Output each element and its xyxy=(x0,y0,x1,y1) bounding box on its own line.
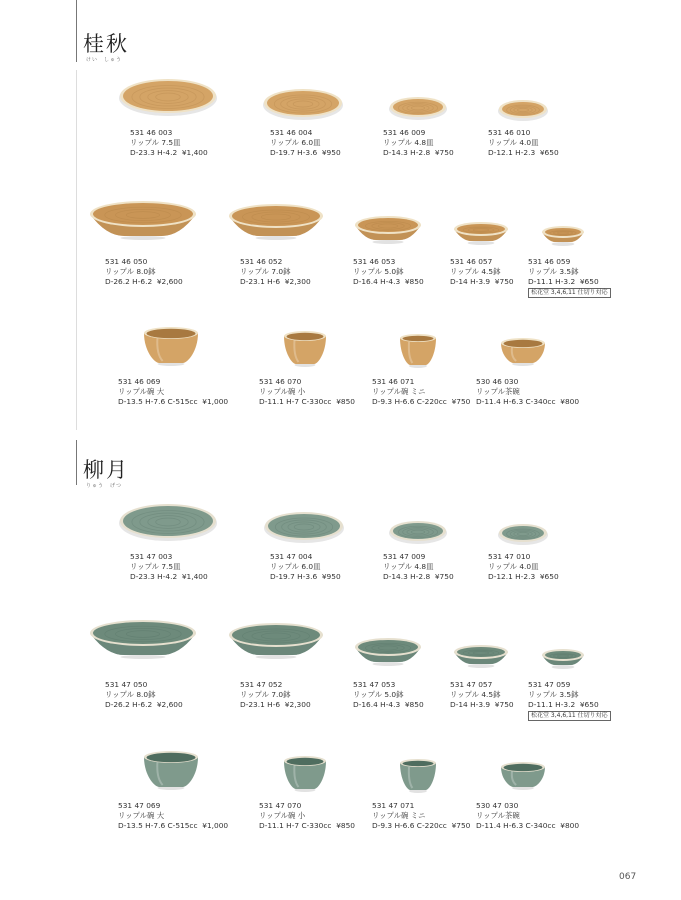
product-caption xyxy=(450,680,514,710)
product-code: 531 46 052 xyxy=(240,257,283,266)
product-dimensions: D-11.1 H-3.2 xyxy=(528,277,576,286)
product-spec-line xyxy=(372,397,470,407)
product-spec-line xyxy=(130,572,208,582)
product-price: ¥850 xyxy=(404,700,424,709)
product-code: 531 47 004 xyxy=(270,552,313,561)
product-code: 531 46 071 xyxy=(372,377,415,386)
product-price: ¥650 xyxy=(539,148,559,157)
product-price: ¥750 xyxy=(494,700,514,709)
product-name: リップル碗 ミニ xyxy=(372,387,426,396)
product-spec-line xyxy=(450,700,514,710)
product-price: ¥2,300 xyxy=(284,277,311,286)
product-code: 531 46 053 xyxy=(353,257,396,266)
product-dimensions: D-14.3 H-2.8 xyxy=(383,572,431,581)
plate-illustration xyxy=(380,515,456,555)
product-spec-line xyxy=(383,572,454,582)
product-price: ¥650 xyxy=(579,277,599,286)
product-code: 531 46 069 xyxy=(118,377,161,386)
product-price: ¥1,000 xyxy=(202,397,229,406)
product-spec-line xyxy=(476,397,579,407)
product-price: ¥950 xyxy=(321,148,341,157)
product-caption xyxy=(118,801,228,831)
product-caption xyxy=(372,801,470,831)
product-spec-line xyxy=(476,821,579,831)
product-price: ¥650 xyxy=(539,572,559,581)
product-dimensions: D-23.3 H-4.2 xyxy=(130,572,178,581)
product-name: リップル 7.5皿 xyxy=(130,562,181,571)
cup-illustration xyxy=(390,328,446,383)
section-title: 柳月 xyxy=(83,458,129,482)
product-dimensions: D-23.3 H-4.2 xyxy=(130,148,178,157)
bowl-illustration xyxy=(80,614,206,682)
product-price: ¥750 xyxy=(434,572,454,581)
product-name: リップル茶碗 xyxy=(476,811,520,820)
product-name: リップル 4.0皿 xyxy=(488,562,539,571)
product-price: ¥2,600 xyxy=(156,277,183,286)
section-title-reading: りゅう げつ xyxy=(86,483,123,489)
compatibility-note: 松花堂 3,4,6,11 仕切り対応 xyxy=(528,711,611,721)
product-caption xyxy=(528,680,611,721)
product-name: リップル 7.0鉢 xyxy=(240,267,291,276)
product-dimensions: D-26.2 H-6.2 xyxy=(105,700,153,709)
bowl-illustration xyxy=(219,198,333,262)
product-spec-line xyxy=(118,397,228,407)
product-caption xyxy=(450,257,514,287)
product-name: リップル 4.5鉢 xyxy=(450,267,501,276)
product-dimensions: D-9.3 H-6.6 C-220cc xyxy=(372,397,447,406)
product-spec-line xyxy=(270,148,341,158)
product-price: ¥750 xyxy=(451,821,471,830)
plate-illustration xyxy=(380,91,456,131)
bowl-illustration xyxy=(444,639,518,685)
product-spec-line xyxy=(259,821,355,831)
product-dimensions: D-14 H-3.9 xyxy=(450,700,491,709)
product-caption xyxy=(259,377,355,407)
product-spec-line xyxy=(528,277,611,287)
cup-illustration xyxy=(274,325,336,383)
product-dimensions: D-16.4 H-4.3 xyxy=(353,277,401,286)
product-code: 531 47 003 xyxy=(130,552,173,561)
product-name: リップル 4.8皿 xyxy=(383,138,434,147)
product-name: リップル 7.5皿 xyxy=(130,138,181,147)
product-code: 531 46 010 xyxy=(488,128,531,137)
product-caption xyxy=(372,377,470,407)
product-caption xyxy=(259,801,355,831)
product-price: ¥2,300 xyxy=(284,700,311,709)
product-code: 531 47 050 xyxy=(105,680,148,689)
product-code: 531 47 057 xyxy=(450,680,493,689)
product-dimensions: D-23.1 H-6 xyxy=(240,700,281,709)
product-price: ¥750 xyxy=(451,397,471,406)
product-name: リップル碗 小 xyxy=(259,811,306,820)
product-code: 531 47 071 xyxy=(372,801,415,810)
product-name: リップル 8.0鉢 xyxy=(105,690,156,699)
product-spec-line xyxy=(488,148,559,158)
product-name: リップル 3.5鉢 xyxy=(528,690,579,699)
bowl-illustration xyxy=(345,632,431,685)
product-code: 531 46 009 xyxy=(383,128,426,137)
product-name: リップル碗 小 xyxy=(259,387,306,396)
product-caption xyxy=(476,377,579,407)
bowl-illustration xyxy=(345,210,431,263)
plate-illustration xyxy=(489,518,557,556)
bowl-illustration xyxy=(532,220,594,262)
bowl-illustration xyxy=(444,216,518,262)
product-price: ¥950 xyxy=(321,572,341,581)
product-caption xyxy=(270,128,341,158)
cup-illustration xyxy=(274,750,336,808)
section-divider-line xyxy=(76,70,77,430)
bowl-illustration xyxy=(219,617,333,681)
section-divider-line xyxy=(76,440,77,485)
product-caption xyxy=(105,680,183,710)
product-name: リップル 5.0鉢 xyxy=(353,267,404,276)
product-spec-line xyxy=(105,277,183,287)
product-spec-line xyxy=(130,148,208,158)
bowl-illustration xyxy=(80,195,206,263)
product-dimensions: D-14.3 H-2.8 xyxy=(383,148,431,157)
product-code: 531 47 053 xyxy=(353,680,396,689)
product-code: 531 47 069 xyxy=(118,801,161,810)
plate-illustration xyxy=(110,498,226,552)
product-code: 530 47 030 xyxy=(476,801,519,810)
product-code: 531 47 070 xyxy=(259,801,302,810)
product-caption xyxy=(488,552,559,582)
product-code: 531 46 050 xyxy=(105,257,148,266)
product-spec-line xyxy=(372,821,470,831)
product-dimensions: D-13.5 H-7.6 C-515cc xyxy=(118,397,198,406)
product-spec-line xyxy=(450,277,514,287)
product-price: ¥850 xyxy=(336,821,356,830)
product-dimensions: D-11.4 H-6.3 C-340cc xyxy=(476,821,556,830)
cup-illustration xyxy=(390,753,446,808)
product-price: ¥1,000 xyxy=(202,821,229,830)
cup-illustration xyxy=(491,756,555,806)
product-price: ¥800 xyxy=(560,821,580,830)
product-caption xyxy=(383,128,454,158)
section-title-reading: けい しゅう xyxy=(86,57,123,63)
product-price: ¥850 xyxy=(336,397,356,406)
product-caption xyxy=(118,377,228,407)
product-dimensions: D-14 H-3.9 xyxy=(450,277,491,286)
product-name: リップル 8.0鉢 xyxy=(105,267,156,276)
cup-illustration xyxy=(491,332,555,382)
product-name: リップル 4.5鉢 xyxy=(450,690,501,699)
product-dimensions: D-26.2 H-6.2 xyxy=(105,277,153,286)
product-code: 531 47 052 xyxy=(240,680,283,689)
product-caption xyxy=(130,128,208,158)
product-code: 531 46 004 xyxy=(270,128,313,137)
product-price: ¥750 xyxy=(434,148,454,157)
product-name: リップル 7.0鉢 xyxy=(240,690,291,699)
product-caption xyxy=(270,552,341,582)
product-spec-line xyxy=(270,572,341,582)
product-caption xyxy=(353,257,424,287)
product-spec-line xyxy=(118,821,228,831)
product-price: ¥650 xyxy=(579,700,599,709)
section-divider-line xyxy=(76,0,77,62)
product-dimensions: D-23.1 H-6 xyxy=(240,277,281,286)
product-dimensions: D-11.1 H-7 C-330cc xyxy=(259,821,332,830)
product-price: ¥1,400 xyxy=(181,572,208,581)
product-caption xyxy=(528,257,611,298)
product-spec-line xyxy=(240,700,311,710)
compatibility-note: 松花堂 3,4,6,11 仕切り対応 xyxy=(528,288,611,298)
product-code: 531 46 003 xyxy=(130,128,173,137)
product-spec-line xyxy=(240,277,311,287)
product-price: ¥2,600 xyxy=(156,700,183,709)
cup-illustration xyxy=(134,745,208,807)
product-price: ¥1,400 xyxy=(181,148,208,157)
product-name: リップル 3.5鉢 xyxy=(528,267,579,276)
product-caption xyxy=(105,257,183,287)
plate-illustration xyxy=(489,94,557,132)
plate-illustration xyxy=(255,506,353,554)
product-caption xyxy=(353,680,424,710)
product-price: ¥850 xyxy=(404,277,424,286)
product-name: リップル 5.0鉢 xyxy=(353,690,404,699)
product-caption xyxy=(383,552,454,582)
product-dimensions: D-11.1 H-3.2 xyxy=(528,700,576,709)
product-spec-line xyxy=(488,572,559,582)
product-caption xyxy=(240,257,311,287)
product-name: リップル 6.0皿 xyxy=(270,138,321,147)
product-dimensions: D-16.4 H-4.3 xyxy=(353,700,401,709)
product-spec-line xyxy=(353,277,424,287)
page-number: 067 xyxy=(619,872,637,882)
plate-illustration xyxy=(110,73,226,127)
product-name: リップル碗 大 xyxy=(118,811,165,820)
product-name: リップル 4.8皿 xyxy=(383,562,434,571)
cup-illustration xyxy=(134,321,208,383)
product-code: 531 46 070 xyxy=(259,377,302,386)
product-caption xyxy=(488,128,559,158)
bowl-illustration xyxy=(532,643,594,685)
product-dimensions: D-11.4 H-6.3 C-340cc xyxy=(476,397,556,406)
product-dimensions: D-12.1 H-2.3 xyxy=(488,148,536,157)
product-caption xyxy=(476,801,579,831)
product-name: リップル茶碗 xyxy=(476,387,520,396)
product-dimensions: D-12.1 H-2.3 xyxy=(488,572,536,581)
plate-illustration xyxy=(254,83,352,131)
product-price: ¥750 xyxy=(494,277,514,286)
section-title: 桂秋 xyxy=(83,32,129,56)
product-spec-line xyxy=(383,148,454,158)
product-caption xyxy=(240,680,311,710)
product-code: 531 46 057 xyxy=(450,257,493,266)
product-name: リップル 4.0皿 xyxy=(488,138,539,147)
product-spec-line xyxy=(105,700,183,710)
product-name: リップル碗 大 xyxy=(118,387,165,396)
product-code: 531 46 059 xyxy=(528,257,571,266)
product-dimensions: D-13.5 H-7.6 C-515cc xyxy=(118,821,198,830)
product-name: リップル碗 ミニ xyxy=(372,811,426,820)
product-dimensions: D-19.7 H-3.6 xyxy=(270,148,318,157)
product-code: 531 47 009 xyxy=(383,552,426,561)
product-spec-line xyxy=(353,700,424,710)
product-name: リップル 6.0皿 xyxy=(270,562,321,571)
product-code: 531 47 059 xyxy=(528,680,571,689)
product-caption xyxy=(130,552,208,582)
product-dimensions: D-9.3 H-6.6 C-220cc xyxy=(372,821,447,830)
product-code: 530 46 030 xyxy=(476,377,519,386)
product-code: 531 47 010 xyxy=(488,552,531,561)
product-dimensions: D-19.7 H-3.6 xyxy=(270,572,318,581)
product-dimensions: D-11.1 H-7 C-330cc xyxy=(259,397,332,406)
product-spec-line xyxy=(528,700,611,710)
product-spec-line xyxy=(259,397,355,407)
product-price: ¥800 xyxy=(560,397,580,406)
